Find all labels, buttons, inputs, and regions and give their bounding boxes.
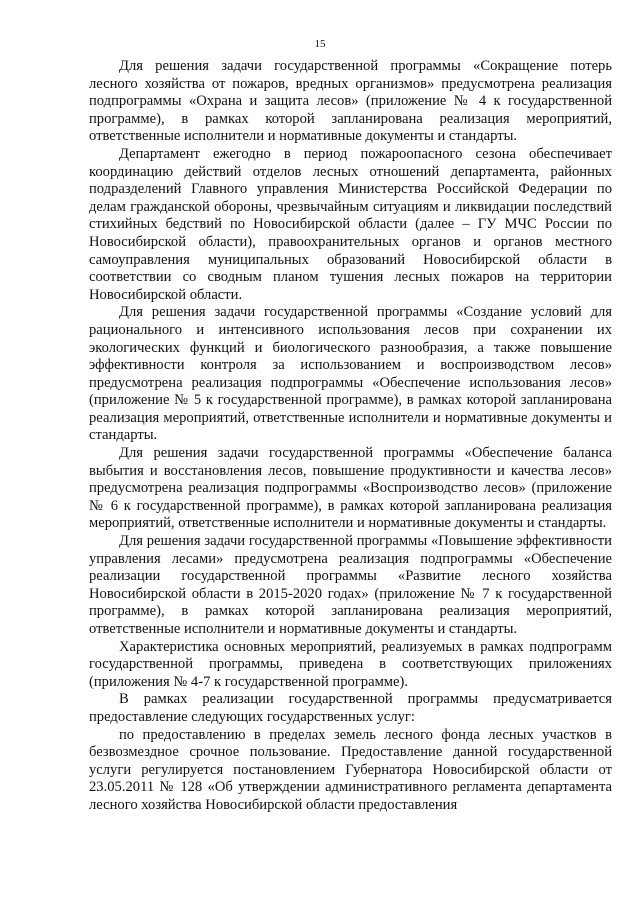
paragraph-free-use-service: по предоставлению в пределах земель лесного фонда лесных участков в безвозмездное срочное пользование. Предоставление данной государственной услуги регулируется постановлением Губернатора Новосибирской области от 23.05.2011 № 128 «Об утверждении административного регламента департамента лесного хозяйства Новосибирской области предоставления <box>89 726 612 813</box>
paragraph-measures-characteristics: Характеристика основных мероприятий, реализуемых в рамках подпрограмм государственной программы, приведена в соответствующих приложениях (приложения № 4-7 к государственной программе). <box>89 638 612 690</box>
document-body <box>89 58 612 815</box>
paragraph-forest-fire-protection: Для решения задачи государственной программы «Сокращение потерь лесного хозяйства от пожаров, вредных организмов» предусмотрена реализация подпрограммы «Охрана и защита лесов» (приложение № 4 к государственной программе), в рамках которой запланирована реализация мероприятий, ответственные исполнители и нормативные документы и стандарты. <box>89 58 612 145</box>
paragraph-forest-use: Для решения задачи государственной программы «Создание условий для рационального и интенсивного использования лесов при сохранении их экологических функций и биологического разнообразия, а также повышение эффективности контроля за использованием и воспроизводством лесов» предусмотрена реализация подпрограммы «Обеспечение использования лесов» (приложение № 5 к государственной программе), в рамках которой запланирована реализация мероприятий, ответственные исполнители и нормативные документы и стандарты. <box>89 304 612 444</box>
paragraph-department-coordination: Департамент ежегодно в период пожароопасного сезона обеспечивает координацию действий отделов лесных отношений департамента, районных подразделений Главного управления Министерства Российской Федерации по делам гражданской обороны, чрезвычайным ситуациям и ликвидации последствий стихийных бедствий по Новосибирской области (далее – ГУ МЧС России по Новосибирской области), правоохранительных органов и органов местного самоуправления муниципальных образований Новосибирской области в соответствии со сводным планом тушения лесных пожаров на территории Новосибирской области. <box>89 145 612 303</box>
paragraph-forest-management: Для решения задачи государственной программы «Повышение эффективности управления лесами» предусмотрена реализация подпрограммы «Обеспечение реализации государственной программы «Развитие лесного хозяйства Новосибирской области в 2015-2020 годах» (приложение № 7 к государственной программе), в рамках которой запланирована реализация мероприятий, ответственные исполнители и нормативные документы и стандарты. <box>89 533 612 637</box>
paragraph-forest-reproduction: Для решения задачи государственной программы «Обеспечение баланса выбытия и восстановления лесов, повышение продуктивности и качества лесов» предусмотрена реализация подпрограммы «Воспроизводство лесов» (приложение № 6 к государственной программе), в рамках которой запланирована реализация мероприятий, ответственные исполнители и нормативные документы и стандарты. <box>89 445 612 532</box>
page-number: 15 <box>314 38 326 50</box>
paragraph-state-services-intro: В рамках реализации государственной программы предусматривается предоставление следующих государственных услуг: <box>89 691 612 725</box>
